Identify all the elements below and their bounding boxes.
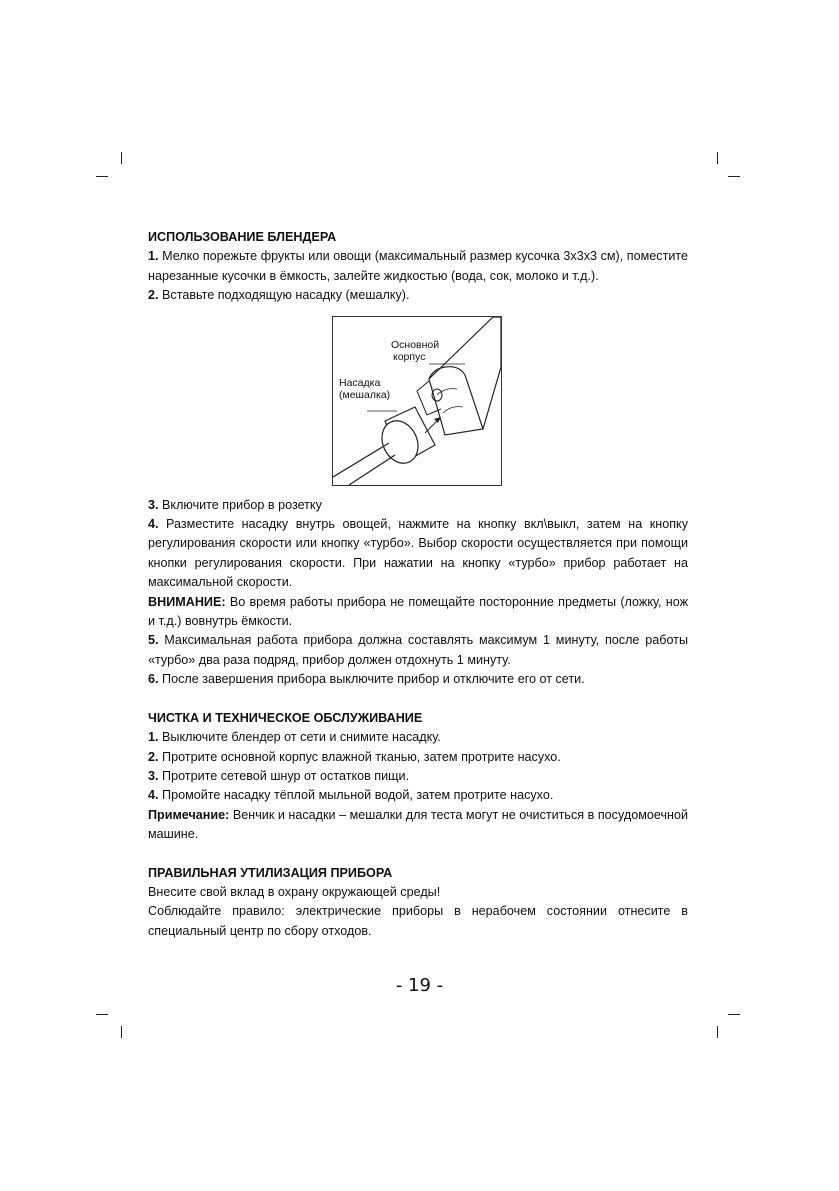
warning-note: ВНИМАНИЕ: Во время работы прибора не помещайте посторонние предметы (ложку, нож и т.д.) вовнутрь ёмкости. xyxy=(148,594,688,629)
figure-label-nozzle: Насадка (мешалка) xyxy=(339,376,391,401)
section-heading-cleaning: ЧИСТКА И ТЕХНИЧЕСКОЕ ОБСЛУЖИВАНИЕ xyxy=(148,710,423,725)
figure-label-main-body: Основной корпус xyxy=(391,338,440,363)
crop-mark-top-right-h xyxy=(728,176,740,177)
disposal-text: Внесите свой вклад в охрану окружающей среды! xyxy=(148,884,441,899)
instruction-item: 1. Мелко порежьте фрукты или овощи (максимальный размер кусочка 3х3х3 см), поместите нарезанные кусочки в ёмкость, залейте жидкостью (вода, сок, молоко и т.д.). xyxy=(148,249,688,283)
section-gap xyxy=(148,845,688,864)
instruction-item: 4. Разместите насадку внутрь овощей, нажмите на кнопку вкл\выкл, затем на кнопку регулирования скорости или кнопку «турбо». Выбор скорости осуществляется при помощи кнопки регулирования скорости. При нажатии на кнопку «турбо» прибор работает на максимальной скорости. xyxy=(148,517,688,590)
page-number: - 19 - xyxy=(395,975,444,996)
cleaning-note: Примечание: Венчик и насадки – мешалки для теста могут не очиститься в посудомоечной машине. xyxy=(148,807,688,842)
crop-mark-bottom-right-v xyxy=(717,1026,718,1038)
crop-mark-bottom-left-h xyxy=(96,1014,108,1015)
instruction-item: 4. Промойте насадку тёплой мыльной водой, затем протрите насухо. xyxy=(148,788,554,803)
instruction-item: 2. Вставьте подходящую насадку (мешалку). xyxy=(148,288,410,303)
crop-mark-top-left-v xyxy=(121,152,122,164)
crop-mark-bottom-right-h xyxy=(728,1014,740,1015)
instruction-item: 3. Протрите сетевой шнур от остатков пищи. xyxy=(148,768,410,783)
instruction-item: 3. Включите прибор в розетку xyxy=(148,497,322,512)
instruction-item: 2. Протрите основной корпус влажной тканью, затем протрите насухо. xyxy=(148,749,561,764)
disposal-text: Соблюдайте правило: электрические приборы в нерабочем состоянии отнесите в специальный центр по сбору отходов. xyxy=(148,904,688,938)
instruction-item: 1. Выключите блендер от сети и снимите насадку. xyxy=(148,730,441,745)
instruction-item: 5. Максимальная работа прибора должна составлять максимум 1 минуту, после работы «турбо» два раза подряд, прибор должен отдохнуть 1 минуту. xyxy=(148,633,688,667)
crop-mark-top-left-h xyxy=(96,176,108,177)
crop-mark-bottom-left-v xyxy=(121,1026,122,1038)
page-content xyxy=(148,228,688,941)
instruction-item: 6. После завершения прибора выключите прибор и отключите его от сети. xyxy=(148,672,585,687)
section-heading-blender: ИСПОЛЬЗОВАНИЕ БЛЕНДЕРА xyxy=(148,230,337,244)
blender-assembly-figure xyxy=(332,316,502,486)
section-heading-disposal: ПРАВИЛЬНАЯ УТИЛИЗАЦИЯ ПРИБОРА xyxy=(148,865,393,880)
crop-mark-top-right-v xyxy=(717,152,718,164)
section-gap xyxy=(148,690,688,709)
